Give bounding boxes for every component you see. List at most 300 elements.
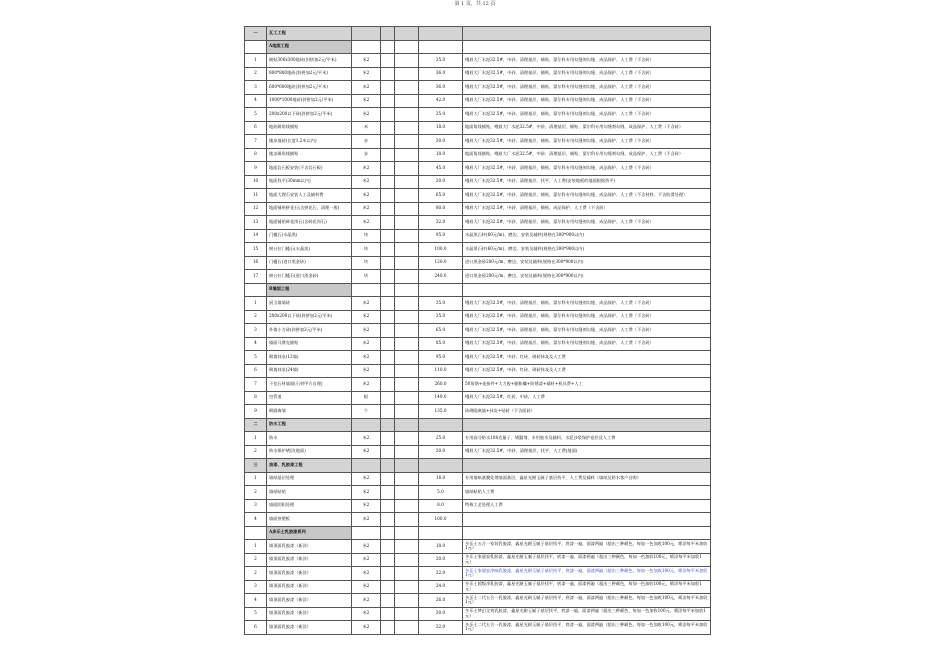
- item-unit: 步: [352, 135, 381, 149]
- empty-cell: [395, 324, 419, 338]
- table-row: [245, 594, 711, 608]
- table-row: [245, 486, 711, 500]
- empty-cell: [352, 418, 381, 432]
- item-price: 45.0: [419, 162, 463, 176]
- item-number: 7: [245, 135, 267, 149]
- item-number: 3: [245, 81, 267, 95]
- item-name: 600*600地砖(斜拼加2元/平米): [267, 81, 352, 95]
- empty-cell: [352, 459, 381, 473]
- item-description: 多乐士家丽安净味乳胶漆，鑫星光耐玉腻子基层找平，底漆一遍，面漆两遍（超出三种颜色，每加一色加收100元，喷涂每平米加收1元）: [463, 567, 711, 581]
- empty-cell: [381, 445, 395, 459]
- empty-cell: [395, 54, 419, 68]
- table-row: [245, 337, 711, 351]
- item-number: 4: [245, 94, 267, 108]
- item-number: 13: [245, 216, 267, 230]
- empty-cell: [381, 310, 395, 324]
- empty-cell: [381, 175, 395, 189]
- item-description: 峨眉大厂水泥32.5#，中砂，清理基层、铺贴、成品保护、人工费（不含砖）: [463, 202, 711, 216]
- item-unit: 米2: [352, 94, 381, 108]
- item-unit: 步: [352, 148, 381, 162]
- empty-cell: [395, 202, 419, 216]
- item-name: 防水保护堵层(地面): [267, 445, 352, 459]
- item-price: 35.0: [419, 310, 463, 324]
- empty-cell: [395, 135, 419, 149]
- empty-cell: [381, 148, 395, 162]
- empty-cell: [419, 27, 463, 41]
- section-number: 一: [245, 27, 267, 41]
- empty-cell: [381, 405, 395, 419]
- item-description: 峨眉大厂水泥32.5#，中砂，清理基层、铺贴、蒙尔科专用勾缝剂勾缝、成品保护、人工费（不含砖）: [463, 81, 711, 95]
- item-price: 16.0: [419, 472, 463, 486]
- empty-cell: [395, 378, 419, 392]
- item-name: 墙顶面乳胶漆（新涂）: [267, 580, 352, 594]
- empty-cell: [463, 459, 711, 473]
- item-unit: 米2: [352, 67, 381, 81]
- item-number: 1: [245, 54, 267, 68]
- table-row: [245, 202, 711, 216]
- item-name: 地面铺贴碎花岗石(含碎花岗石): [267, 216, 352, 230]
- item-price: 35.0: [419, 108, 463, 122]
- item-price: 18.0: [419, 148, 463, 162]
- empty-cell: [381, 54, 395, 68]
- empty-cell: [381, 94, 395, 108]
- empty-cell: [381, 324, 395, 338]
- item-description: 水晶黑石材(60元/m)、磨边、安装及辅料(规格在300*900以内): [463, 229, 711, 243]
- empty-cell: [381, 621, 395, 635]
- empty-cell: [381, 297, 395, 311]
- item-name: 门槛石(水晶黑): [267, 229, 352, 243]
- item-name: 地面铺贴拼花石(含拼花石，清理一般): [267, 202, 352, 216]
- item-name: 墙顶面乳胶漆（新涂）: [267, 607, 352, 621]
- item-unit: 米2: [352, 337, 381, 351]
- item-unit: 米2: [352, 310, 381, 324]
- item-price: 42.0: [419, 94, 463, 108]
- item-number: 10: [245, 175, 267, 189]
- empty-cell: [381, 513, 395, 527]
- item-price: 140.0: [419, 391, 463, 405]
- item-number: 7: [245, 378, 267, 392]
- item-name: 墙顶面乳胶漆（新涂）: [267, 540, 352, 554]
- table-row: [245, 54, 711, 68]
- empty-cell: [395, 486, 419, 500]
- empty-cell: [381, 283, 395, 297]
- item-description: 峨眉大厂水泥32.5#，红砖，中砂，人工费: [463, 391, 711, 405]
- item-number: 8: [245, 148, 267, 162]
- item-price: 20.0: [419, 553, 463, 567]
- empty-cell: [395, 175, 419, 189]
- item-unit: 米2: [352, 445, 381, 459]
- item-name: 外墙小方砖(斜拼加2元/平米): [267, 324, 352, 338]
- item-price: 20.0: [419, 445, 463, 459]
- item-price: 65.0: [419, 324, 463, 338]
- item-price: 240.0: [419, 270, 463, 284]
- item-name: 砌隔离墙: [267, 405, 352, 419]
- item-number: 2: [245, 486, 267, 500]
- item-unit: 米2: [352, 540, 381, 554]
- item-unit: 米2: [352, 580, 381, 594]
- table-row: [245, 445, 711, 459]
- item-name: 墙顶面乳胶漆（新涂）: [267, 567, 352, 581]
- item-unit: 米2: [352, 189, 381, 203]
- empty-cell: [381, 607, 395, 621]
- item-price: 22.0: [419, 567, 463, 581]
- item-number: 14: [245, 229, 267, 243]
- empty-cell: [352, 283, 381, 297]
- item-description: 峨眉大厂水泥32.5#，中砂，清理基层、铺贴、蒙尔科专用勾缝剂勾缝、成品保护、人工费（不含砖）: [463, 310, 711, 324]
- item-unit: 米2: [352, 216, 381, 230]
- subsection-header-row: [245, 526, 711, 540]
- item-unit: 米2: [352, 499, 381, 513]
- item-description: 峨眉大厂水泥32.5#，中砂，红砖、砌砖抹灰及人工费: [463, 364, 711, 378]
- item-number: 17: [245, 270, 267, 284]
- empty-cell: [463, 418, 711, 432]
- item-price: 100.0: [419, 243, 463, 257]
- empty-cell: [395, 472, 419, 486]
- item-unit: 米2: [352, 513, 381, 527]
- page-indicator: 第 1 页，共 12 页: [454, 1, 496, 7]
- item-unit: 米2: [352, 486, 381, 500]
- table-row: [245, 67, 711, 81]
- subsection-header-row: [245, 283, 711, 297]
- item-description: 特殊工艺处理人工费: [463, 499, 711, 513]
- empty-cell: [395, 391, 419, 405]
- item-name: 墙顶面乳胶漆（新涂）: [267, 594, 352, 608]
- quotation-sheet: [244, 26, 710, 635]
- section-number: 三: [245, 459, 267, 473]
- empty-cell: [381, 499, 395, 513]
- item-unit: 米2: [352, 351, 381, 365]
- empty-cell: [395, 283, 419, 297]
- section-title: 防水工程: [267, 418, 352, 432]
- empty-cell: [381, 40, 395, 54]
- item-unit: 米2: [352, 162, 381, 176]
- item-number: 9: [245, 405, 267, 419]
- item-number: 2: [245, 310, 267, 324]
- empty-cell: [381, 486, 395, 500]
- empty-cell: [381, 189, 395, 203]
- table-row: [245, 310, 711, 324]
- item-number: 2: [245, 445, 267, 459]
- table-row: [245, 162, 711, 176]
- item-name: 楼步踢角线铺贴: [267, 148, 352, 162]
- table-row: [245, 351, 711, 365]
- item-price: 30.0: [419, 135, 463, 149]
- item-number: 8: [245, 391, 267, 405]
- empty-cell: [352, 526, 381, 540]
- empty-cell: [395, 499, 419, 513]
- empty-cell: [381, 540, 395, 554]
- empty-cell: [395, 459, 419, 473]
- empty-cell: [381, 121, 395, 135]
- empty-cell: [245, 40, 267, 54]
- item-price: 18.0: [419, 540, 463, 554]
- empty-cell: [352, 40, 381, 54]
- item-price: 35.0: [419, 297, 463, 311]
- table-row: [245, 432, 711, 446]
- item-name: 防水: [267, 432, 352, 446]
- empty-cell: [419, 283, 463, 297]
- empty-cell: [381, 472, 395, 486]
- item-description: 多乐士五合一家装乳胶漆，鑫星光耐玉腻子基层找平，底漆一遍，面漆两遍（超出三种颜色，每加一色加收100元，喷涂每平米加收1元）: [463, 540, 711, 554]
- empty-cell: [381, 243, 395, 257]
- empty-cell: [395, 580, 419, 594]
- subsection-title: A地面工程: [267, 40, 352, 54]
- item-number: 3: [245, 324, 267, 338]
- item-description: 砖砌隔离墙+抹灰+贴砖（不含面砖）: [463, 405, 711, 419]
- empty-cell: [419, 459, 463, 473]
- empty-cell: [419, 526, 463, 540]
- empty-cell: [395, 229, 419, 243]
- empty-cell: [395, 270, 419, 284]
- empty-cell: [463, 526, 711, 540]
- item-number: 2: [245, 67, 267, 81]
- item-number: 1: [245, 472, 267, 486]
- table-row: [245, 135, 711, 149]
- item-number: 16: [245, 256, 267, 270]
- item-unit: 米2: [352, 594, 381, 608]
- empty-cell: [381, 135, 395, 149]
- item-price: 120.0: [419, 256, 463, 270]
- item-price: 65.0: [419, 189, 463, 203]
- item-name: 200x200以下砖(斜拼加2元/平米): [267, 108, 352, 122]
- item-unit: 米2: [352, 175, 381, 189]
- empty-cell: [381, 202, 395, 216]
- empty-cell: [395, 67, 419, 81]
- table-row: [245, 607, 711, 621]
- empty-cell: [463, 283, 711, 297]
- item-unit: 米2: [352, 202, 381, 216]
- empty-cell: [381, 27, 395, 41]
- item-description: 50角钢+连接件+大力胶+膨胀螺+防锈漆+辅材+机具费+人工: [463, 378, 711, 392]
- item-unit: 米2: [352, 378, 381, 392]
- item-number: 3: [245, 499, 267, 513]
- item-description: 峨眉大厂水泥32.5#，中砂，清理基层、铺贴、蒙尔科专用勾缝剂勾缝、成品保护、人工费（不含砖）: [463, 216, 711, 230]
- item-price: 20.0: [419, 175, 463, 189]
- item-description: 峨眉大厂水泥32.5#，中砂，清理基层、铺贴、蒙尔科专用勾缝剂勾缝、成品保护、人工费（不含砖）: [463, 337, 711, 351]
- table-row: [245, 121, 711, 135]
- empty-cell: [395, 364, 419, 378]
- table-row: [245, 553, 711, 567]
- table-row: [245, 378, 711, 392]
- empty-cell: [381, 553, 395, 567]
- empty-cell: [381, 391, 395, 405]
- item-description: 进口黑金砂200元/m、磨边、安装及辅料(规格在300*900以内): [463, 270, 711, 284]
- empty-cell: [395, 216, 419, 230]
- section-header-row: [245, 459, 711, 473]
- empty-cell: [395, 621, 419, 635]
- empty-cell: [395, 432, 419, 446]
- item-price: 95.0: [419, 229, 463, 243]
- item-name: 门槛石(进口黑金砂): [267, 256, 352, 270]
- item-unit: 米2: [352, 472, 381, 486]
- empty-cell: [395, 189, 419, 203]
- empty-cell: [381, 594, 395, 608]
- subsection-title: B墙面工程: [267, 283, 352, 297]
- item-number: 4: [245, 513, 267, 527]
- item-number: 6: [245, 364, 267, 378]
- empty-cell: [395, 594, 419, 608]
- item-unit: 块: [352, 243, 381, 257]
- empty-cell: [395, 256, 419, 270]
- item-number: 5: [245, 108, 267, 122]
- item-description: 进口黑金砂200元/m、磨边、安装及辅料(规格在300*900以内): [463, 256, 711, 270]
- empty-cell: [381, 567, 395, 581]
- item-number: 9: [245, 162, 267, 176]
- empty-cell: [395, 526, 419, 540]
- item-description: 多乐士二代五合一乳胶漆，鑫星光耐玉腻子基层找平，底漆一遍，面漆两遍（超出三种颜色，每加一色加收100元，喷涂每平米加收1元）: [463, 594, 711, 608]
- item-name: 墙纸基层处理: [267, 472, 352, 486]
- table-row: [245, 472, 711, 486]
- section-header-row: [245, 418, 711, 432]
- table-row: [245, 513, 711, 527]
- item-description: 峨眉大厂水泥32.5#，中砂，清理基层、铺贴、蒙尔科专用勾缝剂勾缝、成品保护、人工费（不含砖）: [463, 162, 711, 176]
- item-price: 80.0: [419, 202, 463, 216]
- item-description: 水晶黑石材(60元/m)、磨边、安装及辅料(规格在300*900以内): [463, 243, 711, 257]
- empty-cell: [352, 27, 381, 41]
- item-number: 15: [245, 243, 267, 257]
- item-unit: 米2: [352, 432, 381, 446]
- subsection-title: A多乐士乳胶漆系列: [267, 526, 352, 540]
- item-unit: 米2: [352, 54, 381, 68]
- empty-cell: [381, 216, 395, 230]
- item-description: [463, 513, 711, 527]
- table-row: [245, 499, 711, 513]
- item-price: 25.0: [419, 432, 463, 446]
- item-price: 32.0: [419, 216, 463, 230]
- empty-cell: [463, 27, 711, 41]
- item-description: 峨眉大厂水泥32.5#，中砂，清理基层、铺贴、蒙尔科专用勾缝剂勾缝、成品保护、人工费（不含砖）: [463, 108, 711, 122]
- item-name: 地面岩石板安装(不含岩石板): [267, 162, 352, 176]
- item-price: 24.0: [419, 580, 463, 594]
- item-name: 干挂石材墙面(石材甲方自理): [267, 378, 352, 392]
- item-description: 峨眉大厂水泥32.5#，中砂，清理基层、找平、人工费(地面): [463, 445, 711, 459]
- item-name: 墙纸贴贴: [267, 486, 352, 500]
- table-row: [245, 621, 711, 635]
- empty-cell: [395, 121, 419, 135]
- empty-cell: [381, 432, 395, 446]
- empty-cell: [395, 310, 419, 324]
- empty-cell: [395, 553, 419, 567]
- item-number: 12: [245, 202, 267, 216]
- item-price: 95.0: [419, 351, 463, 365]
- item-name: 1000*1000地砖(斜拼加2元/平米): [267, 94, 352, 108]
- item-unit: 米2: [352, 297, 381, 311]
- empty-cell: [395, 405, 419, 419]
- empty-cell: [395, 40, 419, 54]
- empty-cell: [395, 445, 419, 459]
- table-row: [245, 580, 711, 594]
- table-row: [245, 567, 711, 581]
- item-description: 峨眉大厂水泥32.5#，中砂，红砖、砌砖抹灰及人工费: [463, 351, 711, 365]
- empty-cell: [245, 526, 267, 540]
- table-row: [245, 175, 711, 189]
- item-unit: 米: [352, 121, 381, 135]
- item-price: 32.0: [419, 621, 463, 635]
- empty-cell: [395, 162, 419, 176]
- table-row: [245, 81, 711, 95]
- table-row: [245, 189, 711, 203]
- empty-cell: [381, 459, 395, 473]
- item-name: 包管道: [267, 391, 352, 405]
- table-row: [245, 148, 711, 162]
- item-price: 30.0: [419, 607, 463, 621]
- item-number: 4: [245, 337, 267, 351]
- empty-cell: [381, 364, 395, 378]
- item-unit: 根: [352, 391, 381, 405]
- table-row: [245, 94, 711, 108]
- item-unit: 块: [352, 270, 381, 284]
- section-header-row: [245, 27, 711, 41]
- item-name: 墙面阴阳处理: [267, 499, 352, 513]
- item-number: 5: [245, 351, 267, 365]
- item-number: 1: [245, 540, 267, 554]
- item-name: 铺贴300x300地砖(斜拼加2元/平米): [267, 54, 352, 68]
- item-price: 260.0: [419, 378, 463, 392]
- quotation-table: [244, 26, 711, 635]
- empty-cell: [381, 108, 395, 122]
- empty-cell: [381, 351, 395, 365]
- item-description: 专用高分防水108克量子、堵漏剂、专用胶水及辅料，水泥沙浆保护卷层及人工费: [463, 432, 711, 446]
- item-description: 墙纸粘贴人工费: [463, 486, 711, 500]
- empty-cell: [395, 27, 419, 41]
- item-price: 110.0: [419, 364, 463, 378]
- item-number: 1: [245, 432, 267, 446]
- section-title: 油漆、乳胶漆工程: [267, 459, 352, 473]
- empty-cell: [395, 337, 419, 351]
- empty-cell: [395, 297, 419, 311]
- item-price: 26.0: [419, 594, 463, 608]
- item-unit: 个: [352, 405, 381, 419]
- item-unit: 块: [352, 256, 381, 270]
- empty-cell: [395, 607, 419, 621]
- table-row: [245, 256, 711, 270]
- empty-cell: [245, 283, 267, 297]
- item-number: 4: [245, 594, 267, 608]
- empty-cell: [381, 81, 395, 95]
- item-unit: 米2: [352, 108, 381, 122]
- item-price: 85.0: [419, 337, 463, 351]
- empty-cell: [395, 94, 419, 108]
- table-row: [245, 229, 711, 243]
- subsection-header-row: [245, 40, 711, 54]
- empty-cell: [395, 243, 419, 257]
- table-row: [245, 270, 711, 284]
- item-description: 多乐士家丽安乳胶漆，鑫星光耐玉腻子基层找平，底漆一遍，面漆两遍（超出三种颜色，每加一色加收100元，喷涂每平米加收1元）: [463, 553, 711, 567]
- item-description: 地面角线铺贴，峨眉大厂水泥32.5#，中砂，清理基层、铺贴、蒙尔科专用勾缝剂勾缝、成品保护、人工费（不含砖）: [463, 148, 711, 162]
- item-price: 8.0: [419, 499, 463, 513]
- item-name: 200x200以下砖(斜拼加2元/平米): [267, 310, 352, 324]
- item-name: 厨卫墙墙砖: [267, 297, 352, 311]
- item-unit: 米2: [352, 81, 381, 95]
- table-row: [245, 108, 711, 122]
- table-row: [245, 243, 711, 257]
- empty-cell: [395, 148, 419, 162]
- item-name: 地砖踢角线铺贴: [267, 121, 352, 135]
- item-unit: 米2: [352, 553, 381, 567]
- table-row: [245, 391, 711, 405]
- item-price: 100.0: [419, 513, 463, 527]
- item-name: 墙面挤塑板: [267, 513, 352, 527]
- empty-cell: [463, 40, 711, 54]
- empty-cell: [395, 513, 419, 527]
- item-price: 5.0: [419, 486, 463, 500]
- item-description: 峨眉大厂水泥32.5#，中砂，清理基层、铺贴、蒙尔科专用勾缝剂勾缝、成品保护、人工费（不含砖）: [463, 324, 711, 338]
- item-description: 峨眉大厂水泥32.5#，中砂，清理基层、铺贴、蒙尔科专用勾缝剂勾缝、成品保护、人工费（不含砖）: [463, 297, 711, 311]
- empty-cell: [381, 162, 395, 176]
- item-name: 墙面马赛克铺贴: [267, 337, 352, 351]
- empty-cell: [395, 567, 419, 581]
- item-description: 地面角线铺贴，峨眉大厂水泥32.5#，中砂，清理基层、铺贴、蒙尔科专用勾缝剂勾缝、成品保护、人工费（不含砖）: [463, 121, 711, 135]
